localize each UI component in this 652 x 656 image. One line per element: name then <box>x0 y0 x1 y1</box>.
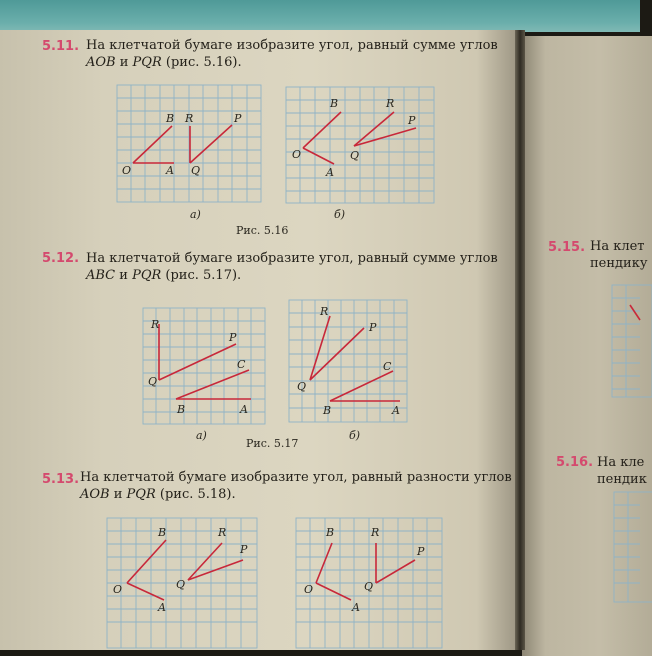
label-Q: Q <box>297 380 307 393</box>
problem-text-right: На кле <box>597 455 645 470</box>
label-R: R <box>185 112 194 125</box>
label-Q: Q <box>350 149 360 162</box>
label-B: B <box>166 112 175 125</box>
label-A: A <box>158 601 166 614</box>
problem-text: На клетчатой бумаге изобразите угол, равный сумме углов <box>86 38 498 53</box>
subfig-a: а) <box>196 429 207 442</box>
label-A: A <box>352 601 360 614</box>
label-P: P <box>417 545 425 558</box>
problem-text-right-line2: пендику <box>590 256 648 271</box>
problem-text: На клетчатой бумаге изобразите угол, равный разности углов <box>80 470 512 485</box>
label-P: P <box>229 331 237 344</box>
label-O: O <box>292 148 302 161</box>
label-O: O <box>113 583 123 596</box>
label-B: B <box>158 526 167 539</box>
label-B: B <box>330 97 339 110</box>
label-B: B <box>326 526 335 539</box>
label-O: O <box>122 164 132 177</box>
problem-number: 5.13. <box>42 472 80 487</box>
subfig-b: б) <box>334 208 346 221</box>
label-R: R <box>151 318 160 331</box>
label-R: R <box>371 526 380 539</box>
label-A: A <box>392 404 400 417</box>
label-B: B <box>177 403 186 416</box>
subfig-b: б) <box>349 429 361 442</box>
label-R: R <box>320 305 329 318</box>
label-P: P <box>240 543 248 556</box>
label-P: P <box>234 112 242 125</box>
label-Q: Q <box>191 164 201 177</box>
label-R: R <box>218 526 227 539</box>
figure-caption: Рис. 5.17 <box>246 437 299 450</box>
problem-text-line2: ABC и PQR (рис. 5.17). <box>86 268 242 283</box>
label-B: B <box>323 404 332 417</box>
problem-text-right: На клет <box>590 239 645 254</box>
label-Q: Q <box>176 578 186 591</box>
label-R: R <box>386 97 395 110</box>
figure-caption: Рис. 5.16 <box>236 224 289 237</box>
label-A: A <box>240 403 248 416</box>
label-O: O <box>304 583 314 596</box>
subfig-a: а) <box>190 208 201 221</box>
problem-number: 5.12. <box>42 251 80 266</box>
label-Q: Q <box>148 375 158 388</box>
label-P: P <box>408 114 416 127</box>
label-Q: Q <box>364 580 374 593</box>
label-C: C <box>237 358 246 371</box>
problem-text-right-line2: пендик <box>597 472 647 487</box>
problem-text-line2: AOB и PQR (рис. 5.16). <box>86 55 242 70</box>
label-P: P <box>369 321 377 334</box>
problem-text: На клетчатой бумаге изобразите угол, равный сумме углов <box>86 251 498 266</box>
label-A: A <box>326 166 334 179</box>
problem-number-right: 5.15. <box>548 240 586 255</box>
label-A: A <box>166 164 174 177</box>
problem-number: 5.11. <box>42 39 80 54</box>
problem-text-line2: AOB и PQR (рис. 5.18). <box>80 487 236 502</box>
problem-number-right: 5.16. <box>556 455 594 470</box>
label-C: C <box>383 360 392 373</box>
